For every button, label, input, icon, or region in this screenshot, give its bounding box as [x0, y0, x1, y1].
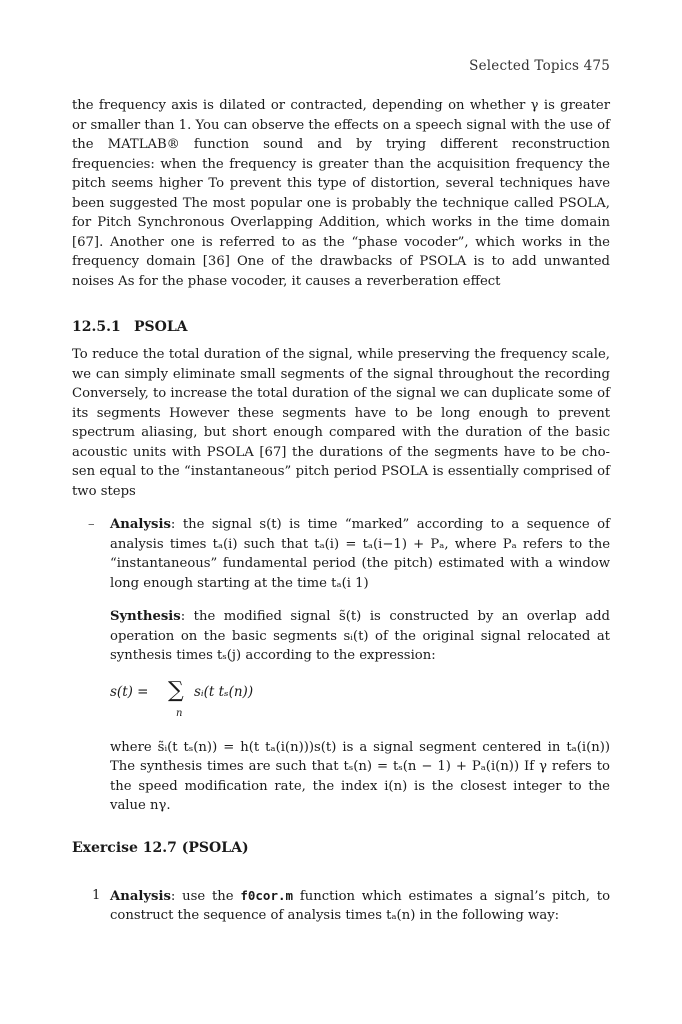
summation-symbol: ∑ — [168, 677, 184, 703]
equation-rhs: sᵢ(t tₛ(n)) — [194, 683, 254, 700]
section-number: 12.5.1 — [72, 319, 121, 335]
section-body: To reduce the total duration of the signal, while preserving the frequency scale, we can simply eliminate small segments of the signal throughout the recording Conversely, to increase the total duration of the signal we can duplicate some of its segments However these segments have to be long enough to prevent spectrum aliasing, but short enough compared with the duration of the basic acoustic units with PSOLA [67] the durations of the segments have to be cho-sen equal to the “instantaneous” pitch period PSOLA is essentially comprised of two steps — [72, 347, 610, 499]
step-text-a: : use the — [170, 888, 241, 904]
summation-index: n — [176, 707, 183, 719]
equation-explanation — [72, 738, 610, 816]
analysis-item — [72, 515, 610, 593]
section-heading — [72, 319, 610, 335]
synthesis-text: : the modified signal s̃(t) is constructed by an overlap add operation on the basic segments sᵢ(t) of the original signal relocated at synthesis times tₛ(j) according to the expression: — [110, 609, 610, 663]
bullet-dash: – — [88, 517, 95, 532]
equation-explanation-text: where s̃ᵢ(t tₛ(n)) = h(t tₐ(i(n)))s(t) is a signal segment centered in tₐ(i(n)) The synthesis times are such that tₛ(n) = tₛ(n − 1) + Pₐ(i(n)) If γ refers to the speed modification rate, the index i(n) is the closest integer to the value nγ. — [110, 739, 610, 813]
step-label: Analysis — [110, 888, 171, 904]
synthesis-label: Synthesis — [110, 609, 181, 624]
step-number: 1 — [92, 887, 101, 903]
ola-equation — [110, 677, 610, 730]
synthesis-item — [72, 607, 610, 666]
section-title: PSOLA — [134, 319, 188, 335]
analysis-text: : the signal s(t) is time “marked” according to a sequence of analysis times tₐ(i) such that tₐ(i) = tₐ(i−1) + Pₐ, where Pₐ refers to the “instantaneous” fundamental period (the pitch) estimated with a window long enough starting at the time tₐ(i 1) — [110, 517, 610, 591]
analysis-label: Analysis — [110, 517, 171, 532]
exercise-step-1 — [72, 886, 610, 926]
running-head: Selected Topics 475 — [469, 58, 610, 74]
step-text-b: function which estimates a signal’s pitch, to construct the sequence of analysis times tₐ(n) in the following way: — [110, 888, 611, 923]
page — [72, 58, 610, 926]
intro-paragraph: the frequency axis is dilated or contracted, depending on whether γ is greater or smaller than 1. You can observe the effects on a speech signal with the use of the MATLAB® function sound and by trying different reconstruction frequencies: when the frequency is greater than the acquisition frequency the pitch seems higher To prevent this type of distortion, several techniques have been suggested The most popular one is probably the technique called PSOLA, for Pitch Synchronous Overlapping Addition, which works in the time domain [67]. Another one is referred to as the “phase vocoder”, which works in the frequency domain [36] One of the drawbacks of PSOLA is to add unwanted noises As for the phase vocoder, it causes a reverberation effect — [72, 98, 610, 289]
equation-lhs: s(t) = — [110, 683, 149, 700]
exercise-heading: Exercise 12.7 (PSOLA) — [72, 839, 249, 856]
function-name: f0cor.m — [240, 887, 294, 903]
